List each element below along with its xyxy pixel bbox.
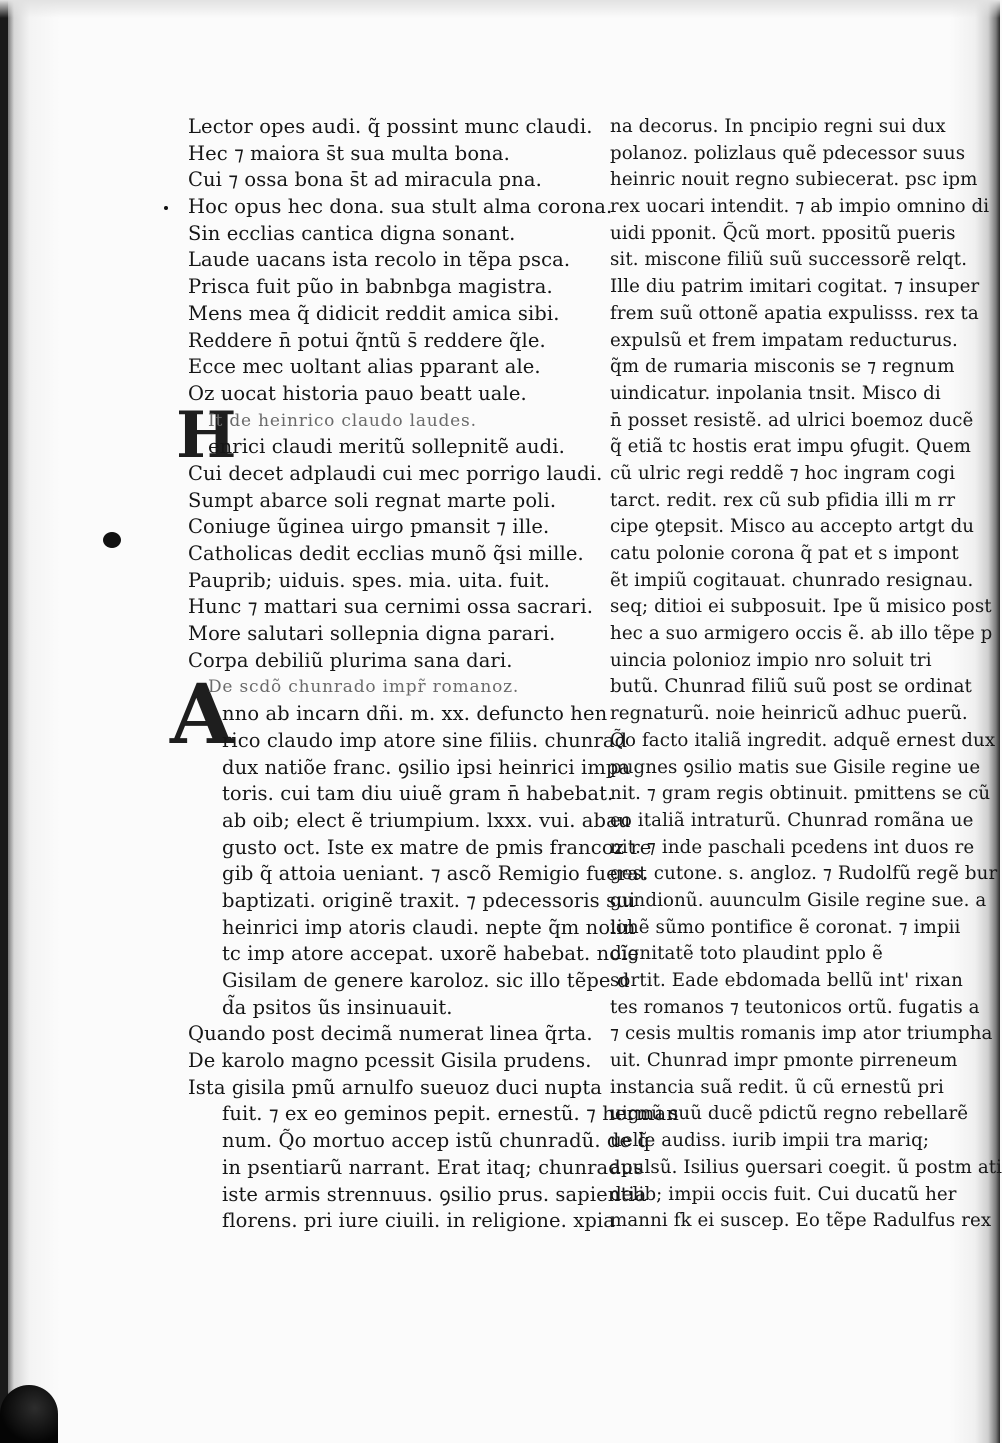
text-line: Reddere n̄ potui q̃ntũ s̄ reddere q̃le. <box>188 328 546 352</box>
text-line: gundionũ. auunculm Gisile regine sue. a <box>610 889 987 911</box>
text-line: tarct. redit. rex cũ sub pfidia illi m rr <box>610 489 956 511</box>
text-line: frem suũ ottonẽ apatia expulisss. rex ta <box>610 302 979 324</box>
initial-h: H <box>176 398 237 473</box>
text-line: seq; ditioi ei subposuit. Ipe ũ misico post <box>610 596 992 618</box>
text-line: heinrici imp atoris claudi. nepte q̃m nolin <box>222 915 636 939</box>
thumb-shadow <box>0 1385 58 1443</box>
text-line: Hunc ⁊ mattari sua cernimi ossa sacrari. <box>188 595 594 619</box>
text-line: ges. cutone. s. angloz. ⁊ Rudolfũ regẽ bur <box>610 863 998 885</box>
text-line: Prisca fuit pũo in babnbga magistra. <box>188 275 553 299</box>
text-line: uidi pponit. Q̃cũ mort. ppositũ pueris <box>610 222 956 244</box>
text-line: uelle audiss. iurib impii tra mariq; <box>610 1130 930 1152</box>
text-line: eo italiã intraturũ. Chunrad romãna ue <box>610 809 974 831</box>
text-line: Laude uacans ista recolo in tẽpa psca. <box>188 248 571 272</box>
text-line: gusto oct. Iste ex matre de pmis francoz re <box>222 835 652 859</box>
initial-a: A <box>170 667 234 763</box>
text-line: Catholicas dedit ecclias munõ q̃si mille. <box>188 542 584 565</box>
text-line: uincia polonioz impio nro soluit tri <box>610 649 932 671</box>
text-line: Ecce mec uoltant alias pparant ale. <box>188 355 541 379</box>
binding-gutter <box>0 0 8 1443</box>
text-line: nit. ⁊ inde paschali pcedens int duos re <box>610 836 975 858</box>
text-line: butũ. Chunrad filiũ suũ post se ordinat <box>610 676 972 698</box>
text-line: Oz uocat historia pauo beatt uale. <box>188 381 527 405</box>
text-line: ab oib; elect ẽ triumpium. lxxx. vui. abau <box>222 808 631 832</box>
text-line: sortit. Eade ebdomada bellũ int' rixan <box>610 970 963 991</box>
text-line: dignitatẽ toto plaudint pplo ẽ <box>610 943 883 965</box>
text-line: Cui ⁊ ossa bona s̄t ad miracula pna. <box>188 168 542 192</box>
text-line: Quando post decimã numerat linea q̃rta. <box>188 1022 593 1046</box>
text-line: tes romanos ⁊ teutonicos ortũ. fugatis a <box>610 996 980 1018</box>
text-line: regnaturũ. noie heinricũ adhuc puerũ. <box>610 703 968 725</box>
text-line: instancia suã redit. ũ cũ ernestũ pri <box>610 1076 944 1098</box>
text-line: De karolo magno pcessit Gisila prudens. <box>188 1049 592 1073</box>
text-line: Pauprib; uiduis. spes. mia. uita. fuit. <box>188 568 550 592</box>
text-line: Ille diu patrim imitari cogitat. ⁊ insuper <box>610 276 980 298</box>
text-line: expulsũ et frem impatam reducturus. <box>610 329 958 351</box>
right-column <box>610 114 1002 1235</box>
text-line: florens. pri iure ciuili. in religione. xpia <box>222 1209 615 1233</box>
text-line: Cui decet adplaudi cui mec porrigo laudi. <box>188 461 603 485</box>
text-line: cũ ulric regi reddẽ ⁊ hoc ingram cogi <box>610 462 956 484</box>
ink-blot <box>103 532 121 548</box>
text-line: uindicatur. inpolania tnsit. Misco di <box>610 382 941 404</box>
text-line: polanoz. polizlaus quẽ pdecessor suus <box>610 142 966 164</box>
text-line: gib q̃ attoia ueniant. ⁊ ascõ Remigio fuerat <box>222 862 647 886</box>
text-line: Corpa debiliũ plurima sana dari. <box>188 648 513 672</box>
text-line: tc imp atore accepat. uxorẽ habebat. noĩe <box>222 942 640 966</box>
text-line: q̃m de rumaria misconis se ⁊ regnum <box>610 356 955 378</box>
text-line: rex uocari intendit. ⁊ ab impio omnino di <box>610 196 990 218</box>
text-line: Gisilam de genere karoloz. sic illo tẽpe d <box>222 969 630 992</box>
text-line: in psentiarũ narrant. Erat itaq; chunradus <box>222 1155 644 1179</box>
text-line: n̄ posset resistẽ. ad ulrici boemoz ducẽ <box>610 409 974 431</box>
text-line: Ista gisila pmũ arnulfo sueuoz duci nupta <box>188 1075 603 1099</box>
rubric-heading: It de heinrico claudo laudes. <box>208 410 477 431</box>
text-line: Q̃o facto italiã ingredit. adquẽ ernest dux <box>610 729 996 751</box>
text-line: nit. ⁊ gram regis obtinuit. pmittens se cũ <box>610 783 991 805</box>
text-line: pugnes ꝯsilio matis sue Gisile regine ue <box>610 756 981 778</box>
text-line: Coniuge ũginea uirgo pmansit ⁊ ille. <box>188 515 550 539</box>
text-line: delib; impii occis fuit. Cui ducatũ her <box>610 1183 957 1205</box>
text-line: iohẽ sũmo pontifice ẽ coronat. ⁊ impii <box>610 916 961 938</box>
text-line: enrici claudi meritũ sollepnitẽ audi. <box>208 435 565 459</box>
text-line: catu polonie corona q̃ pat et s impont <box>610 543 959 564</box>
text-line: Lector opes audi. q̃ possint munc claudi. <box>188 115 593 138</box>
text-line: nno ab incarn dñi. m. xx. defuncto hen <box>222 702 608 726</box>
text-line: uignũ suũ ducẽ pdictũ regno rebellarẽ <box>610 1103 969 1125</box>
text-line: More salutari sollepnia digna parari. <box>188 622 556 646</box>
text-line: heinric nouit regno subiecerat. psc ipm <box>610 169 978 191</box>
text-line: cipe ꝯtepsit. Misco au accepto artgt du <box>610 516 975 538</box>
text-line: Hec ⁊ maiora s̄t sua multa bona. <box>188 141 510 165</box>
text-line: q̃ etiã tc hostis erat impu ꝯfugit. Quem <box>610 436 972 458</box>
text-line: Sin ecclias cantica digna sonant. <box>188 221 516 245</box>
text-line: fuit. ⁊ ex eo geminos pepit. ernestũ. ⁊ herman <box>222 1102 679 1126</box>
page-top-shadow <box>0 0 1000 18</box>
rubric-heading: De scdõ chunrado impr̃ romanoz. <box>208 677 520 698</box>
text-line: manni fk ei suscep. Eo tẽpe Radulfus rex <box>610 1210 992 1232</box>
text-line: na decorus. In pncipio regni sui dux <box>610 116 946 137</box>
text-line: Mens mea q̃ didicit reddit amica sibi. <box>188 301 560 325</box>
text-line: apulsũ. Isilius ꝯuersari coegit. ũ postm ati <box>610 1156 1002 1178</box>
margin-prick-mark <box>164 206 168 210</box>
text-line: d̃a psitos ũs insinuauit. <box>222 995 453 1019</box>
text-line: ⁊ cesis multis romanis imp ator triumpha <box>610 1023 993 1045</box>
left-column <box>188 114 679 1235</box>
text-line: ẽt impiũ cogitauat. chunrado resignau. <box>610 569 974 591</box>
text-line: num. Q̃o mortuo accep istũ chunradũ. de q̃ <box>222 1129 651 1153</box>
text-line: rico claudo imp atore sine filiis. chunrad <box>222 728 628 752</box>
text-line: sit. miscone filiũ suũ successorẽ relqt. <box>610 249 968 271</box>
text-line: baptizati. originẽ traxit. ⁊ pdecessoris sui <box>222 888 636 912</box>
text-line: iste armis strennuus. ꝯsilio prus. sapientia <box>222 1182 647 1206</box>
text-line: Hoc opus hec dona. sua stult alma corona. <box>188 195 613 219</box>
text-line: dux natiõe franc. ꝯsilio ipsi heinrici impa <box>222 755 631 779</box>
text-line: hec a suo armigero occis ẽ. ab illo tẽpe p <box>610 623 993 645</box>
text-line: Sumpt abarce soli regnat marte poli. <box>188 488 557 512</box>
text-line: toris. cui tam diu uiuẽ gram n̄ habebat. <box>222 782 614 806</box>
text-line: uit. Chunrad impr pmonte pirreneum <box>610 1050 958 1072</box>
